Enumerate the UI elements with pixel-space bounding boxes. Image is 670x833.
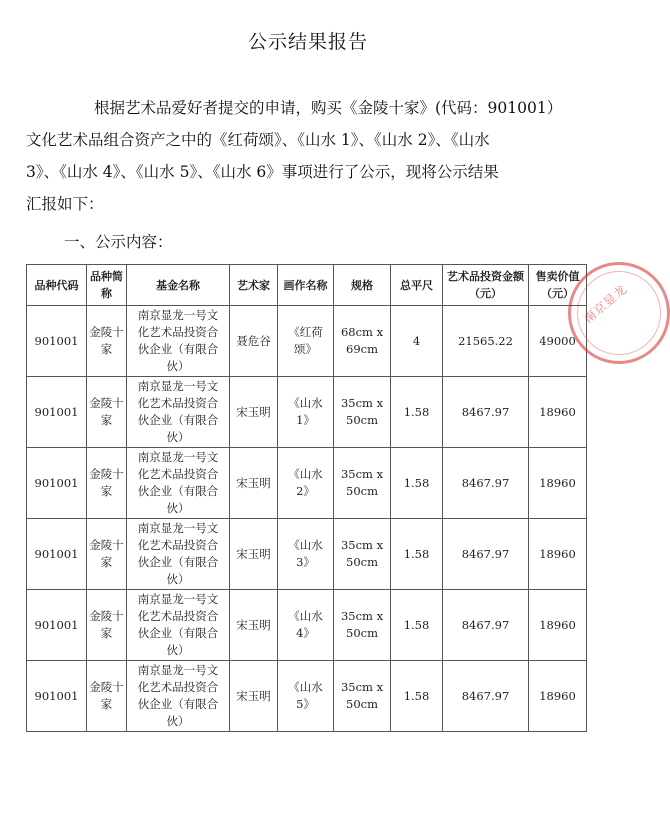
cell-size: 35cm x 50cm xyxy=(334,448,391,519)
cell-code: 901001 xyxy=(27,448,87,519)
cell-painting: 《山水 5》 xyxy=(278,661,334,732)
cell-artist: 聂危谷 xyxy=(230,306,278,377)
cell-fund-name: 南京显龙一号文化艺术品投资合伙企业（有限合伙） xyxy=(127,377,230,448)
header-fund-name: 基金名称 xyxy=(127,265,230,306)
cell-artist: 宋玉明 xyxy=(230,519,278,590)
cell-area: 1.58 xyxy=(391,377,443,448)
cell-artist: 宋玉明 xyxy=(230,448,278,519)
cell-artist: 宋玉明 xyxy=(230,590,278,661)
cell-sale-value: 18960 xyxy=(529,377,587,448)
cell-size: 35cm x 50cm xyxy=(334,519,391,590)
cell-short-name: 金陵十家 xyxy=(87,590,127,661)
seal-inner-ring xyxy=(577,271,661,355)
cell-size: 35cm x 50cm xyxy=(334,661,391,732)
table-row xyxy=(27,661,587,732)
cell-sale-value: 49000 xyxy=(529,306,587,377)
cell-sale-value: 18960 xyxy=(529,661,587,732)
intro-line-1: 根据艺术品爱好者提交的申请，购买《金陵十家》(代码：901001） xyxy=(94,99,563,117)
cell-investment: 8467.97 xyxy=(443,590,529,661)
table-row xyxy=(27,448,587,519)
cell-sale-value: 18960 xyxy=(529,448,587,519)
header-short-name: 品种简称 xyxy=(87,265,127,306)
cell-investment: 8467.97 xyxy=(443,661,529,732)
table-row xyxy=(27,306,587,377)
intro-line-4: 汇报如下： xyxy=(26,195,104,213)
cell-code: 901001 xyxy=(27,519,87,590)
cell-sale-value: 18960 xyxy=(529,590,587,661)
seal-text: 南京显龙 xyxy=(580,281,630,326)
cell-short-name: 金陵十家 xyxy=(87,448,127,519)
cell-code: 901001 xyxy=(27,590,87,661)
table-row xyxy=(27,519,587,590)
header-artist: 艺术家 xyxy=(230,265,278,306)
cell-area: 1.58 xyxy=(391,448,443,519)
cell-artist: 宋玉明 xyxy=(230,661,278,732)
header-area: 总平尺 xyxy=(391,265,443,306)
cell-fund-name: 南京显龙一号文化艺术品投资合伙企业（有限合伙） xyxy=(127,661,230,732)
cell-sale-value: 18960 xyxy=(529,519,587,590)
cell-short-name: 金陵十家 xyxy=(87,519,127,590)
cell-size: 35cm x 50cm xyxy=(334,590,391,661)
cell-painting: 《山水 1》 xyxy=(278,377,334,448)
cell-artist: 宋玉明 xyxy=(230,377,278,448)
cell-code: 901001 xyxy=(27,306,87,377)
cell-investment: 8467.97 xyxy=(443,519,529,590)
cell-painting: 《山水 3》 xyxy=(278,519,334,590)
cell-investment: 8467.97 xyxy=(443,448,529,519)
cell-area: 1.58 xyxy=(391,661,443,732)
header-code: 品种代码 xyxy=(27,265,87,306)
header-size: 规格 xyxy=(334,265,391,306)
cell-short-name: 金陵十家 xyxy=(87,377,127,448)
cell-short-name: 金陵十家 xyxy=(87,661,127,732)
header-investment: 艺术品投资金额（元） xyxy=(443,265,529,306)
header-sale-value: 售卖价值（元） xyxy=(529,265,587,306)
cell-area: 1.58 xyxy=(391,590,443,661)
cell-short-name: 金陵十家 xyxy=(87,306,127,377)
section-heading: 一、公示内容： xyxy=(64,233,173,251)
cell-code: 901001 xyxy=(27,377,87,448)
cell-fund-name: 南京显龙一号文化艺术品投资合伙企业（有限合伙） xyxy=(127,448,230,519)
cell-area: 4 xyxy=(391,306,443,377)
document-title: 公示结果报告 xyxy=(247,31,368,53)
intro-line-3: 3》、《山水 4》、《山水 5》、《山水 6》事项进行了公示，现将公示结果 xyxy=(26,163,499,181)
table-row xyxy=(27,590,587,661)
cell-investment: 21565.22 xyxy=(443,306,529,377)
cell-investment: 8467.97 xyxy=(443,377,529,448)
table-header-row xyxy=(27,265,587,306)
cell-code: 901001 xyxy=(27,661,87,732)
cell-area: 1.58 xyxy=(391,519,443,590)
cell-painting: 《红荷颂》 xyxy=(278,306,334,377)
intro-paragraph xyxy=(26,92,596,220)
intro-line-2: 文化艺术品组合资产之中的《红荷颂》、《山水 1》、《山水 2》、《山水 xyxy=(26,131,490,149)
cell-fund-name: 南京显龙一号文化艺术品投资合伙企业（有限合伙） xyxy=(127,306,230,377)
cell-painting: 《山水 4》 xyxy=(278,590,334,661)
table-row xyxy=(27,377,587,448)
header-painting: 画作名称 xyxy=(278,265,334,306)
cell-size: 35cm x 50cm xyxy=(334,377,391,448)
disclosure-table xyxy=(26,264,587,732)
cell-size: 68cm x 69cm xyxy=(334,306,391,377)
cell-fund-name: 南京显龙一号文化艺术品投资合伙企业（有限合伙） xyxy=(127,519,230,590)
cell-fund-name: 南京显龙一号文化艺术品投资合伙企业（有限合伙） xyxy=(127,590,230,661)
cell-painting: 《山水 2》 xyxy=(278,448,334,519)
